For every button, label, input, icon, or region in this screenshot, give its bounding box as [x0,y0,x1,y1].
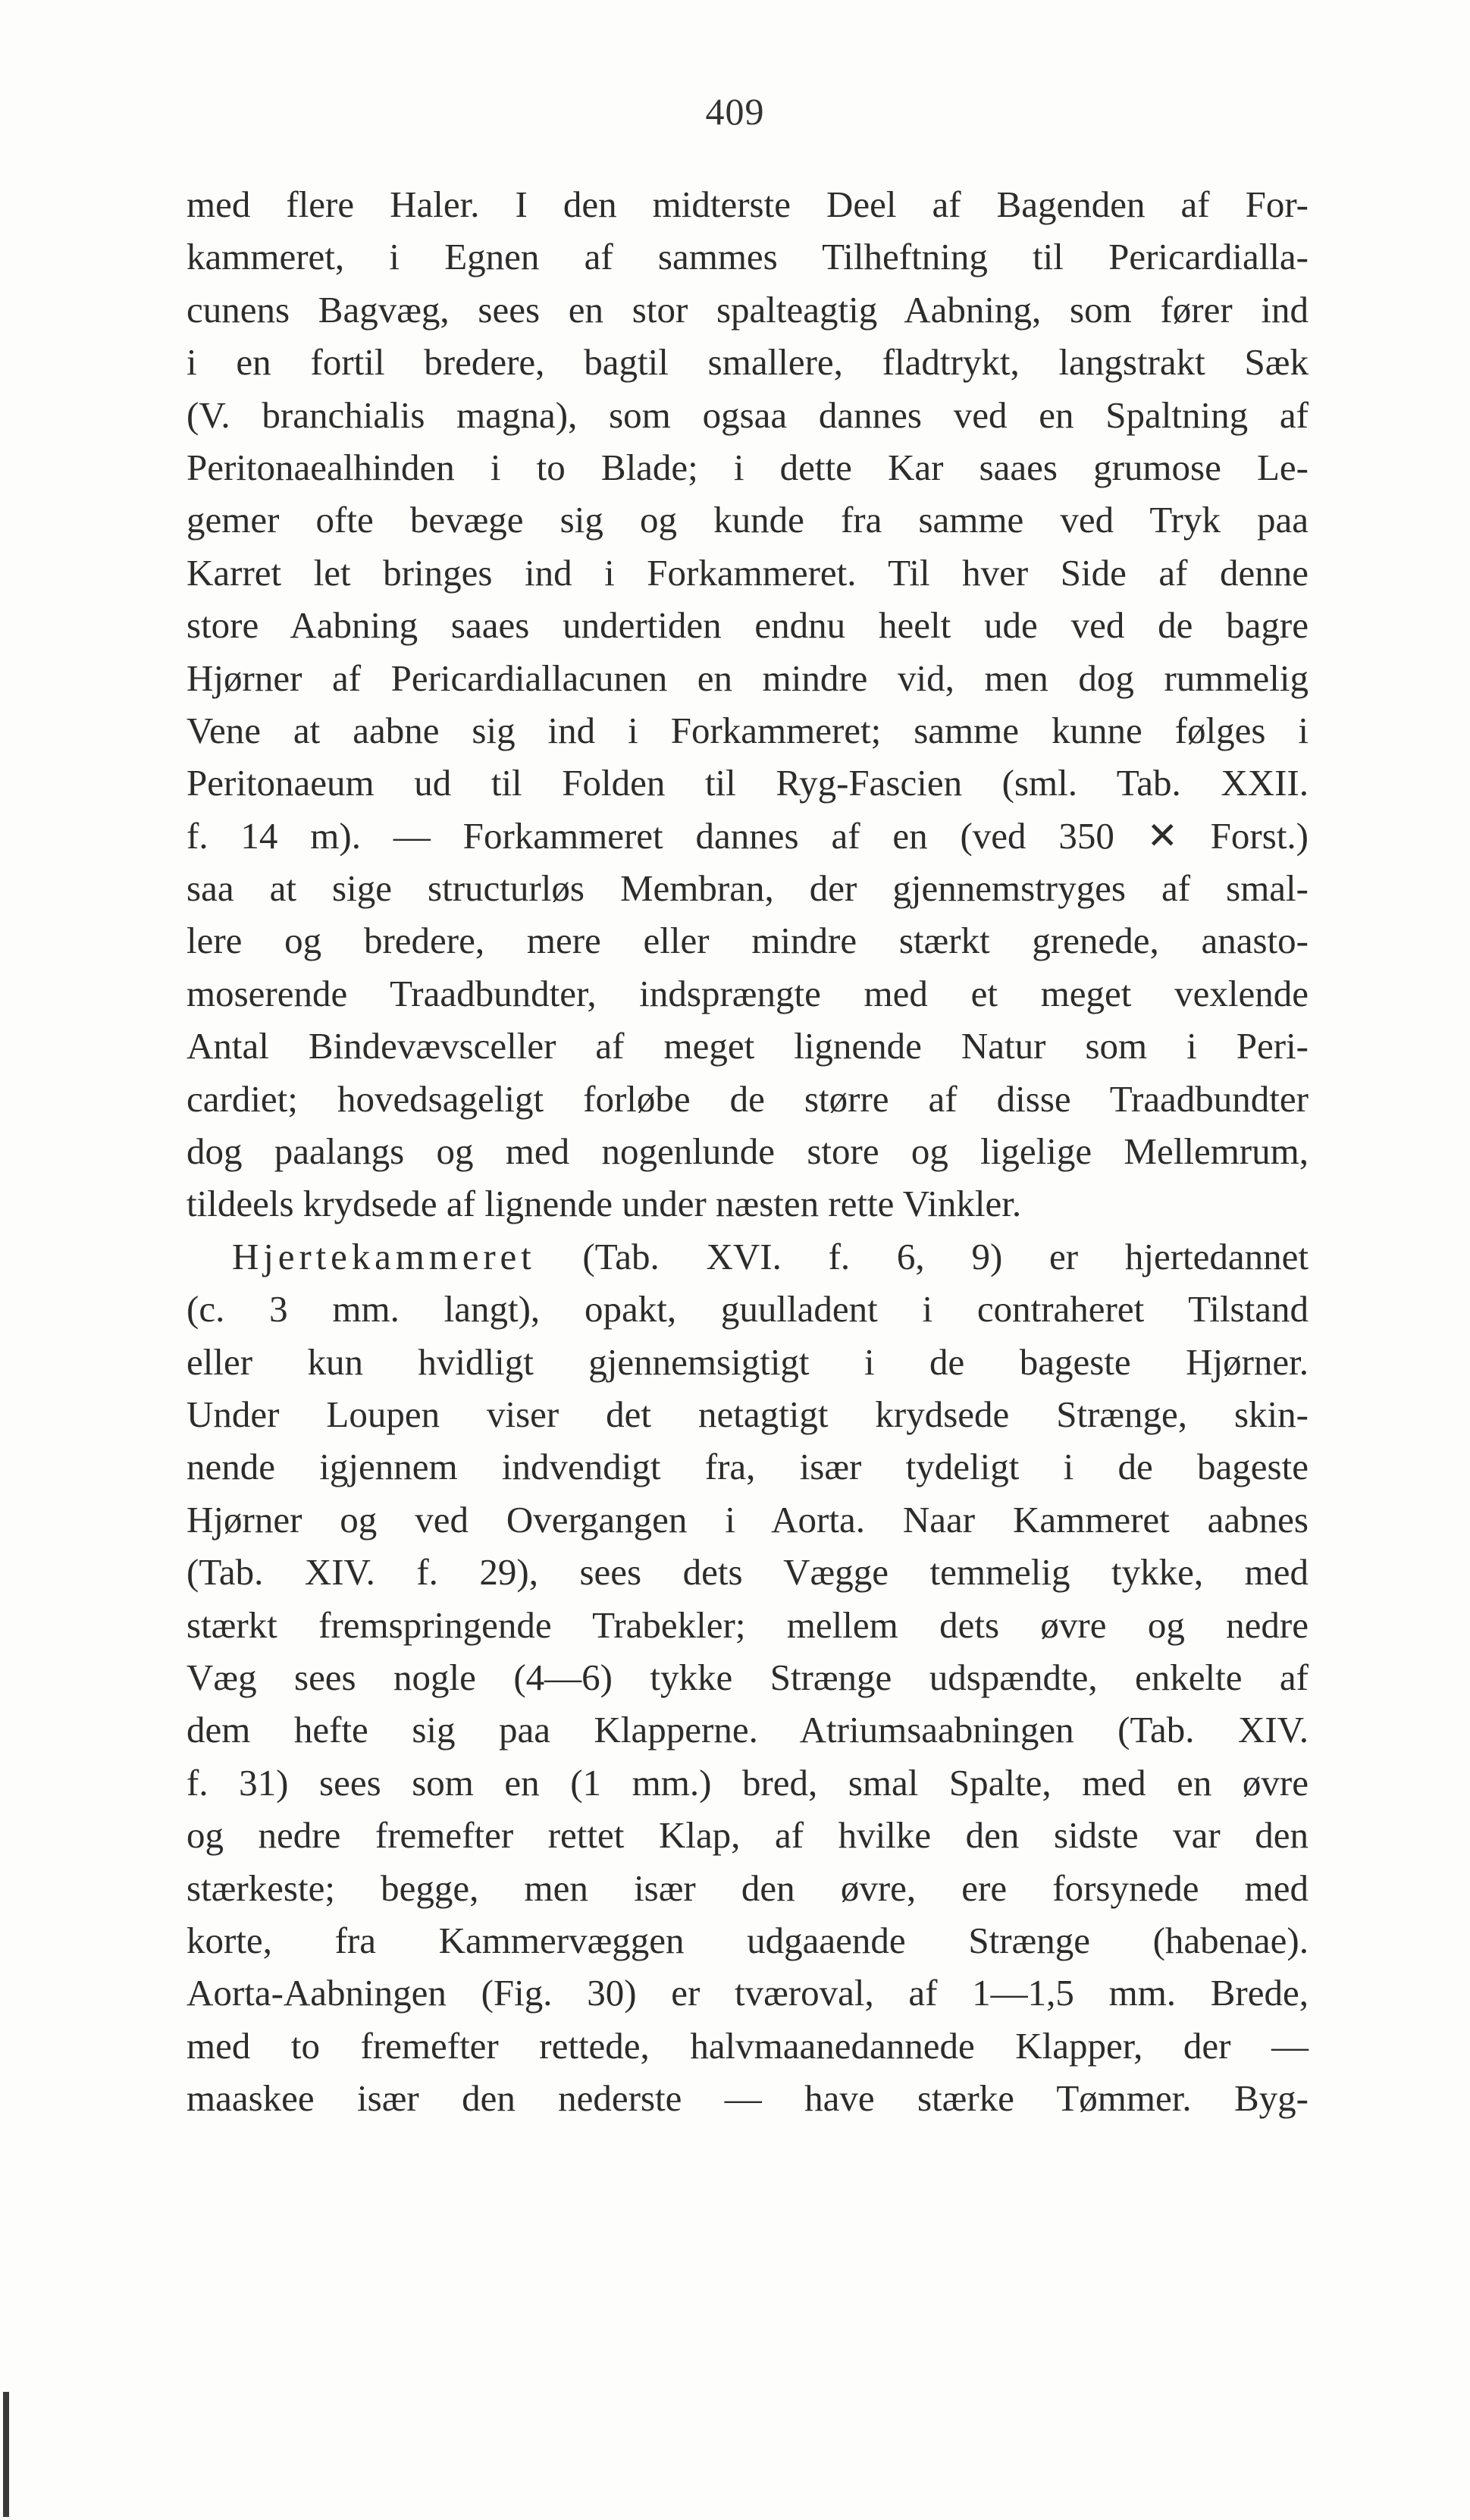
text-line: korte, fra Kammervæggen udgaaende Strænge (habenae). [186,1919,1309,1961]
section-heading: Hjertekammeret [232,1235,536,1277]
text-line: Peritonaeum ud til Folden til Ryg-Fascien (sml. Tab. XXII. [186,762,1309,804]
text-line: Aorta-Aabningen (Fig. 30) er tværoval, af 1—1,5 mm. Brede, [186,1972,1309,2014]
text-line: (V. branchialis magna), som ogsaa dannes ved en Spaltning af [186,393,1309,436]
text-line: i en fortil bredere, bagtil smallere, fladtrykt, langstrakt Sæk [186,341,1309,384]
text-line: f. 14 m). — Forkammeret dannes af en (ved 350 ✕ Forst.) [186,814,1309,857]
text-line: med to fremefter rettede, halvmaanedannede Klapper, der — [186,2024,1309,2067]
text-line: gemer ofte bevæge sig og kunde fra samme ved Tryk paa [186,499,1309,541]
text-line: f. 31) sees som en (1 mm.) bred, smal Spalte, med en øvre [186,1761,1309,1804]
text-line: store Aabning saaes undertiden endnu heelt ude ved de bagre [186,604,1309,647]
text-line: med flere Haler. I den midterste Deel af Bagenden af For- [186,183,1309,225]
text-line: lere og bredere, mere eller mindre stærkt grenede, anasto- [186,920,1309,962]
text-line: moserende Traadbundter, indsprængte med et meget vexlende [186,972,1309,1014]
text-line: Peritonaealhinden i to Blade; i dette Kar saaes grumose Le- [186,446,1309,488]
text-line: (Tab. XIV. f. 29), sees dets Vægge temmelig tykke, med [186,1551,1309,1594]
text-line: stærkt fremspringende Trabekler; mellem dets øvre og nedre [186,1603,1309,1646]
body-text [186,178,1309,2124]
text-line: og nedre fremefter rettet Klap, af hvilke den sidste var den [186,1814,1309,1857]
text-line: Antal Bindevævsceller af meget lignende Natur som i Peri- [186,1025,1309,1067]
text-line: Hjørner og ved Overgangen i Aorta. Naar Kammeret aabnes [186,1498,1309,1541]
text-line: nende igjennem indvendigt fra, især tydeligt i de bageste [186,1446,1309,1488]
text-line: Vene at aabne sig ind i Forkammeret; samme kunne følges i [186,709,1309,751]
text-line: saa at sige structurløs Membran, der gjennemstryges af smal- [186,867,1309,910]
text-line: tildeels krydsede af lignende under næsten rette Vinkler. [186,1183,1022,1225]
text-line: kammeret, i Egnen af sammes Tilheftning til Pericardialla- [186,236,1309,278]
text-line: Under Loupen viser det netagtigt krydsede Strænge, skin- [186,1393,1309,1435]
text-line: dem hefte sig paa Klapperne. Atriumsaabningen (Tab. XIV. [186,1709,1309,1751]
text-line: Hjørner af Pericardiallacunen en mindre vid, men dog rummelig [186,657,1309,699]
text-line: Væg sees nogle (4—6) tykke Strænge udspændte, enkelte af [186,1656,1309,1698]
page-number: 409 [705,90,765,133]
text-line: stærkeste; begge, men især den øvre, ere forsynede med [186,1866,1309,1909]
text-line: dog paalangs og med nogenlunde store og ligelige Mellemrum, [186,1130,1309,1173]
text-line: eller kun hvidligt gjennemsigtigt i de bageste Hjørner. [186,1340,1309,1383]
text-line: cunens Bagvæg, sees en stor spalteagtig Aabning, som fører ind [186,288,1309,331]
text-line: maaskee især den nederste — have stærke Tømmer. Byg- [186,2077,1309,2120]
text-line: (c. 3 mm. langt), opakt, guulladent i contraheret Tilstand [186,1288,1309,1331]
paragraph-start-line [186,1230,1309,1283]
text-line: Karret let bringes ind i Forkammeret. Til hver Side af denne [186,551,1309,594]
text-line: cardiet; hovedsageligt forløbe de større af disse Traadbundter [186,1077,1309,1120]
margin-mark [3,2392,9,2517]
text-span: (Tab. XVI. f. 6, 9) er hjertedannet [582,1235,1309,1277]
